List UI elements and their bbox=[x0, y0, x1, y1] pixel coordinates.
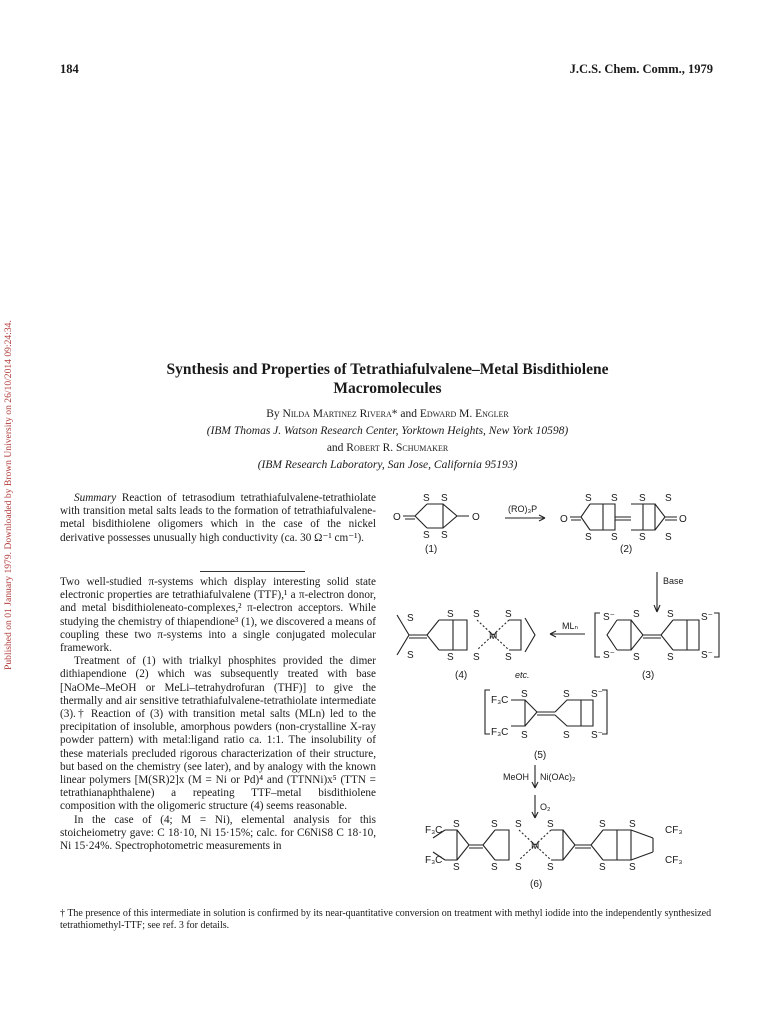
atom-label: S bbox=[599, 819, 606, 830]
atom-label: S⁻ bbox=[591, 689, 603, 700]
atom-label: S bbox=[521, 730, 528, 741]
compound-label-1: (1) bbox=[425, 544, 438, 555]
atom-label: S bbox=[515, 819, 522, 830]
author-2: Edward M. Engler bbox=[419, 408, 509, 420]
atom-label: S bbox=[505, 652, 512, 663]
compound-label-6: (6) bbox=[530, 879, 543, 890]
reagent-base: Base bbox=[663, 576, 684, 586]
summary bbox=[60, 492, 376, 545]
and-label-2: and bbox=[326, 442, 344, 454]
atom-label: O bbox=[560, 514, 568, 525]
page-number: 184 bbox=[60, 62, 79, 76]
atom-label: S bbox=[629, 862, 636, 873]
atom-label: S bbox=[547, 819, 554, 830]
author-3: Robert R. Schumaker bbox=[346, 442, 449, 454]
and-label: and bbox=[400, 408, 417, 420]
atom-label: CF₃ bbox=[665, 825, 683, 836]
author-line-1 bbox=[60, 406, 715, 423]
atom-label: F₃C bbox=[491, 695, 509, 706]
compound-label-5: (5) bbox=[534, 750, 547, 761]
atom-label: S bbox=[665, 493, 672, 504]
atom-label: S bbox=[639, 493, 646, 504]
atom-label: F₃C bbox=[491, 727, 509, 738]
atom-label: S bbox=[611, 532, 618, 543]
download-notice bbox=[3, 250, 17, 670]
atom-label: F₃C bbox=[425, 855, 443, 866]
summary-rule bbox=[200, 571, 305, 572]
atom-label: S bbox=[665, 532, 672, 543]
summary-text: Reaction of tetrasodium tetrathiafulvalene-tetrathiolate with transition metal salts leads to the formation of tetrathiafulvalene-metal bisdithiolene oligomers which in the case of the nickel derivative possesses unusually high conductivity (ca. 30 Ω⁻¹ cm⁻¹). bbox=[60, 492, 376, 544]
atom-label: S bbox=[563, 730, 570, 741]
article-title bbox=[60, 360, 715, 398]
affiliation-2: (IBM Research Laboratory, San Jose, California 95193) bbox=[257, 459, 518, 471]
atom-label: CF₃ bbox=[665, 855, 683, 866]
atom-label: S⁻ bbox=[591, 730, 603, 741]
atom-label: O bbox=[393, 512, 401, 523]
atom-label: S bbox=[515, 862, 522, 873]
atom-label: S bbox=[667, 609, 674, 620]
atom-label: S bbox=[441, 493, 448, 504]
reagent-nickel-acetate: Ni(OAc)₂ bbox=[540, 772, 576, 782]
etc-label: etc. bbox=[515, 670, 530, 680]
by-label: By bbox=[266, 408, 280, 420]
atom-label: S bbox=[633, 652, 640, 663]
atom-label: S bbox=[505, 609, 512, 620]
atom-label: O bbox=[472, 512, 480, 523]
paragraph-3: In the case of (4; M = Ni), elemental analysis for this stoicheiometry gave: C 18·10, Ni 15·15%; calc. for C6NiS8 C 18·10, Ni 15·24%. Spectrophotometric measurements in bbox=[60, 813, 376, 853]
atom-label: S bbox=[491, 862, 498, 873]
body-text bbox=[60, 576, 376, 853]
atom-label: S bbox=[521, 689, 528, 700]
atom-label: F₃C bbox=[425, 825, 443, 836]
journal-header: J.C.S. Chem. Comm., 1979 bbox=[569, 62, 713, 76]
paragraph-1: Two well-studied π-systems which display interesting solid state electronic properties are tetrathiafulvalene (TTF),¹ a π-electron donor, and metal bisdithioleneato-complexes,² π-electron acceptors. While studying the chemistry of thiapendione³ (1), we discovered a means of coupling these two π-systems into a single conjugated molecular framework. bbox=[60, 576, 376, 655]
atom-label: S bbox=[407, 613, 414, 624]
reagent-methanol: MeOH bbox=[503, 772, 530, 782]
atom-label: S bbox=[423, 530, 430, 541]
atom-label: S⁻ bbox=[701, 650, 713, 661]
atom-label: S bbox=[423, 493, 430, 504]
download-notice-text: Published on 01 January 1979. Downloaded by Brown University on 26/10/2014 09:24:34. bbox=[3, 320, 14, 670]
author-block bbox=[60, 406, 715, 474]
atom-label: S bbox=[547, 862, 554, 873]
atom-label: S bbox=[633, 609, 640, 620]
atom-label: S bbox=[447, 652, 454, 663]
atom-label: S⁻ bbox=[701, 612, 713, 623]
compound-label-4: (4) bbox=[455, 670, 468, 681]
author-line-2 bbox=[60, 440, 715, 457]
atom-label: S⁻ bbox=[603, 612, 615, 623]
atom-label: S bbox=[639, 532, 646, 543]
author-1: Nilda Martinez Rivera* bbox=[282, 408, 398, 420]
atom-label: S bbox=[599, 862, 606, 873]
title-line-1: Synthesis and Properties of Tetrathiafulvalene–Metal Bisdithiolene bbox=[166, 361, 609, 378]
reagent-phosphite: (RO)₃P bbox=[508, 504, 538, 514]
reagent-metal-salt: MLₙ bbox=[562, 621, 579, 631]
atom-label: S bbox=[473, 609, 480, 620]
atom-label: S bbox=[407, 650, 414, 661]
summary-label: Summary bbox=[74, 492, 117, 504]
title-line-2: Macromolecules bbox=[333, 380, 442, 397]
atom-label: S bbox=[473, 652, 480, 663]
atom-label: S bbox=[585, 493, 592, 504]
atom-label: S bbox=[611, 493, 618, 504]
compound-label-3: (3) bbox=[642, 670, 655, 681]
atom-label: S bbox=[453, 862, 460, 873]
paragraph-2: Treatment of (1) with trialkyl phosphites provided the dimer dithiapendione (2) which was subsequently treated with base [NaOMe–MeOH or MeLi–tetrahydrofuran (THF)] to give the thermally and air sensitive tetrathiafulvalene-tetrathiolate intermediate (3).† Reaction of (3) with transition metal salts (MLn) led to the precipitation of insoluble, amorphous powders (non-crystalline X-ray powder pattern) with metal:ligand ratio ca. 1:1. The insolubility of these materials precluded rigorous characterization of their structure, but based on the chemistry (see later), and by analogy with the known linear polymers [M(SR)2]x (M = Ni or Pd)⁴ and (TTNNi)x⁵ (TTN = tetrathianaphthalene) a repeating TTF–metal bisdithiolene composition with the oligomeric structure (4) seems reasonable. bbox=[60, 655, 376, 813]
atom-label: S bbox=[491, 819, 498, 830]
atom-label: S bbox=[453, 819, 460, 830]
compound-label-2: (2) bbox=[620, 544, 633, 555]
atom-label: S bbox=[585, 532, 592, 543]
footnote: † The presence of this intermediate in solution is confirmed by its near-quantitative conversion on treatment with methyl iodide into the independently synthesized tetrathiomethyl-TTF; see ref. 3 for details. bbox=[60, 908, 712, 931]
reaction-scheme bbox=[385, 490, 720, 895]
atom-label: O bbox=[679, 514, 687, 525]
atom-label: S bbox=[563, 689, 570, 700]
atom-label: S bbox=[447, 609, 454, 620]
reagent-oxygen: O₂ bbox=[540, 802, 551, 812]
atom-label: S⁻ bbox=[603, 650, 615, 661]
atom-label: M bbox=[489, 631, 498, 642]
affiliation-1: (IBM Thomas J. Watson Research Center, Yorktown Heights, New York 10598) bbox=[206, 425, 569, 437]
atom-label: S bbox=[667, 652, 674, 663]
atom-label: S bbox=[441, 530, 448, 541]
atom-label: M bbox=[531, 841, 540, 852]
atom-label: S bbox=[629, 819, 636, 830]
